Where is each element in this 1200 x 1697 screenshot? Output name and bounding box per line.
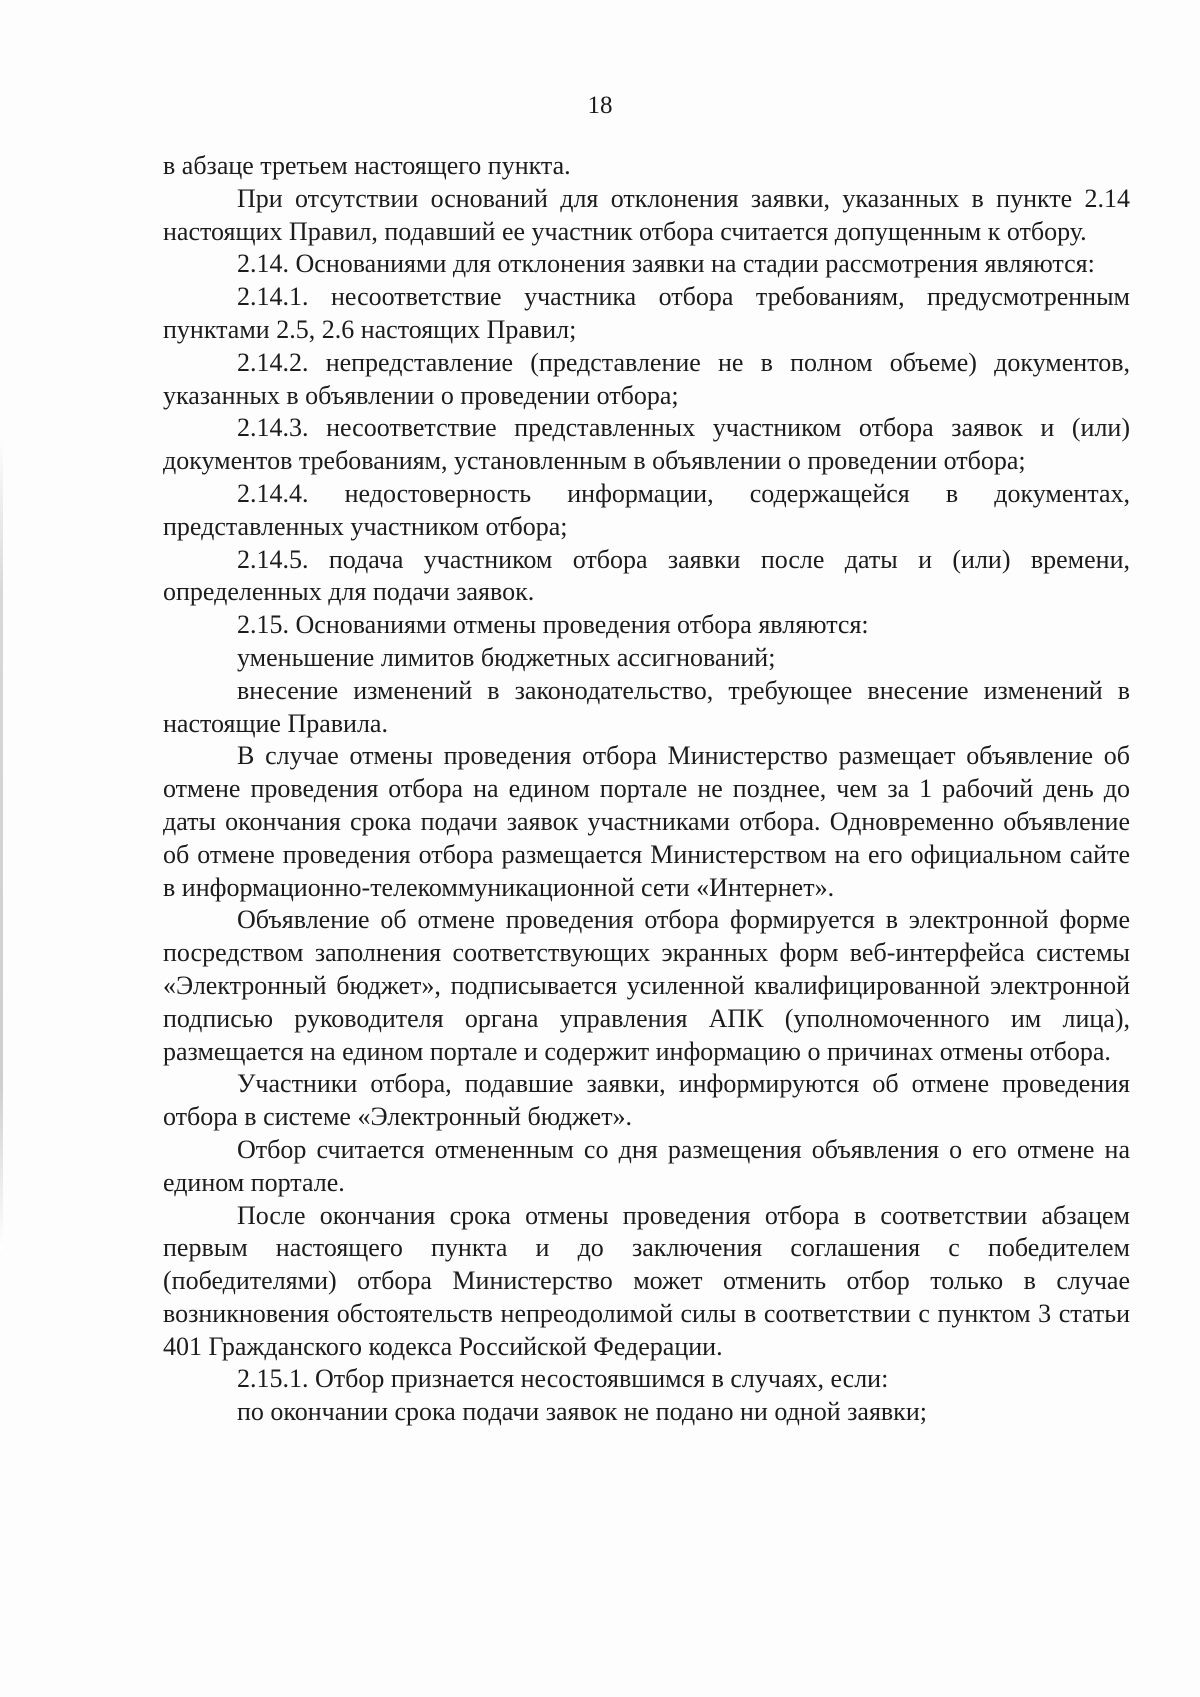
- scan-edge-shadow: [0, 430, 3, 1250]
- paragraph-clause-2-14-2: 2.14.2. непредставление (представление не в полном объеме) документов, указанных в объявлении о проведении отбора;: [163, 347, 1130, 410]
- paragraph: Объявление об отмене проведения отбора формируется в электронной форме посредством заполнения соответствующих экранных форм веб-интерфейса системы «Электронный бюджет», подписывается усиленной квалифицированной электронной подписью руководителя органа управления АПК (уполномоченного им лица), размещается на едином портале и содержит информацию о причинах отмены отбора.: [163, 905, 1130, 1066]
- paragraph-clause-2-15-1: 2.15.1. Отбор признается несостоявшимся в случаях, если:: [237, 1364, 889, 1394]
- paragraph: внесение изменений в законодательство, требующее внесение изменений в настоящие Правила.: [163, 675, 1130, 738]
- paragraph: уменьшение лимитов бюджетных ассигнований;: [237, 642, 776, 672]
- paragraph: При отсутствии оснований для отклонения заявки, указанных в пункте 2.14 настоящих Правил, подавший ее участник отбора считается допущенным к отбору.: [163, 183, 1130, 246]
- paragraph-clause-2-14-4: 2.14.4. недостоверность информации, содержащейся в документах, представленных участником отбора;: [163, 478, 1130, 541]
- paragraph-clause-2-14: 2.14. Основаниями для отклонения заявки на стадии рассмотрения являются:: [237, 249, 1095, 279]
- page-number: 18: [587, 92, 613, 119]
- paragraph-clause-2-14-3: 2.14.3. несоответствие представленных участником отбора заявок и (или) документов требованиям, установленным в объявлении о проведении отбора;: [163, 413, 1130, 476]
- paragraph: После окончания срока отмены проведения отбора в соответствии абзацем первым настоящего пункта и до заключения соглашения с победителем (победителями) отбора Министерство может отменить отбор только в случае возникновения обстоятельств непреодолимой силы в соответствии с пунктом 3 статьи 401 Гражданского кодекса Российской Федерации.: [163, 1200, 1130, 1361]
- document-body: [163, 150, 1130, 1429]
- paragraph: по окончании срока подачи заявок не подано ни одной заявки;: [237, 1397, 927, 1427]
- paragraph-clause-2-14-5: 2.14.5. подача участником отбора заявки после даты и (или) времени, определенных для подачи заявок.: [163, 544, 1130, 607]
- paragraph: Отбор считается отмененным со дня размещения объявления о его отмене на едином портале.: [163, 1134, 1130, 1197]
- paragraph-clause-2-14-1: 2.14.1. несоответствие участника отбора требованиям, предусмотренным пунктами 2.5, 2.6 настоящих Правил;: [163, 282, 1130, 344]
- paragraph-continuation: в абзаце третьем настоящего пункта.: [163, 151, 571, 180]
- paragraph-clause-2-15: 2.15. Основаниями отмены проведения отбора являются:: [237, 610, 869, 640]
- paragraph: В случае отмены проведения отбора Министерство размещает объявление об отмене проведения отбора на едином портале не позднее, чем за 1 рабочий день до даты окончания срока подачи заявок участниками отбора. Одновременно объявление об отмене проведения отбора размещается Министерством на его официальном сайте в информационно-телекоммуникационной сети «Интернет».: [163, 741, 1130, 902]
- paragraph: Участники отбора, подавшие заявки, информируются об отмене проведения отбора в системе «Электронный бюджет».: [163, 1069, 1130, 1132]
